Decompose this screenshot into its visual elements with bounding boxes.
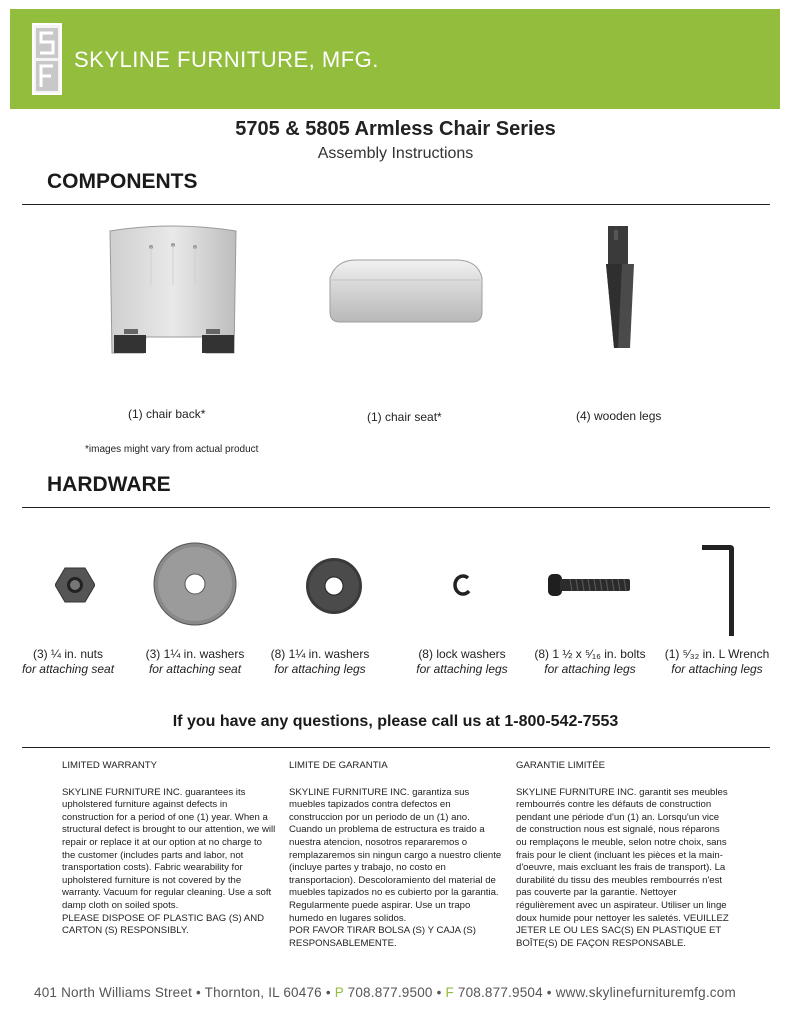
footer-phone: 708.877.9500 — [347, 985, 433, 1000]
nut-icon — [55, 567, 95, 608]
washer-icon — [304, 556, 364, 621]
components-heading: COMPONENTS — [47, 170, 198, 193]
bolt-icon — [546, 571, 632, 604]
warranty-body: SKYLINE FURNITURE INC. garantiza sus muebles tapizados contra defectos en construccion por un periodo de un (1) ano. Cuando un problema de estructura es traido a nuestra atencion, nosotros repararemos o remplazaremos sin ningun cargo a nuestro cliente (incluye partes y trabajo, no costo en transportacion). Descoloramiento del material de muebles tapizados no es cubierto por la garantia. Regularmente puede aspirar. Use un trapo humedo en lugares solidos. — [289, 786, 502, 924]
hardware-item-label: (8) 1 ½ x ⁵⁄₁₆ in. bolts — [534, 647, 646, 661]
footer-separator: • — [325, 985, 331, 1000]
hardware-item-nuts — [4, 647, 132, 677]
lock-washer-icon — [452, 573, 474, 602]
hardware-item-use: for attaching legs — [416, 662, 508, 676]
images-note: *images might vary from actual product — [85, 444, 259, 455]
logo — [32, 23, 62, 95]
brand-name: SKYLINE FURNITURE, MFG. — [74, 47, 379, 72]
hardware-heading: HARDWARE — [47, 473, 171, 496]
hardware-item-use: for attaching legs — [544, 662, 636, 676]
warranty-french — [516, 760, 732, 950]
components-divider — [22, 204, 770, 205]
warranty-heading: LIMITED WARRANTY — [62, 760, 158, 771]
hardware-item-large-washers — [131, 647, 259, 677]
hardware-item-lock-washers — [398, 647, 526, 677]
chair-seat-image — [326, 256, 486, 331]
warranty-english — [62, 760, 276, 938]
footer-city: Thornton, IL 60476 — [204, 985, 322, 1000]
footer-contact — [34, 985, 736, 1000]
header-banner — [10, 9, 780, 109]
warranty-body: SKYLINE FURNITURE INC. garantit ses meubles rembourrés contre les défauts de construction pendant une période d'un (1) an. Lorsqu'un vice de construction nous est signalé, nous réparons ou remplaçons le meuble, selon notre choix, sans frais pour le client (incluant les pièces et la main-d'oeuvre, mais excluant les frais de transport). La durabilité du tissu des meubles rembourrés n'est pas couverte par la garantie. Nettoyer régulièrement avec un aspirateur. Utiliser un linge doux humide pour nettoyer les saletés. VEUILLEZ JETER LE OU LES SAC(S) EN PLASTIQUE ET BOÎTE(S) DE FAÇON RESPONSABLE. — [516, 786, 729, 949]
footer-separator: • — [196, 985, 201, 1000]
hardware-item-washers — [256, 647, 384, 677]
hardware-item-use: for attaching seat — [148, 662, 242, 676]
warranty-divider — [22, 747, 770, 748]
footer-address: 401 North Williams Street — [34, 985, 193, 1000]
warranty-notice: POR FAVOR TIRAR BOLSA (S) Y CAJA (S) RESPONSABLEMENTE. — [289, 925, 476, 949]
warranty-spanish — [289, 760, 503, 950]
footer-fax-letter: F — [445, 985, 454, 1000]
wooden-leg-image — [600, 224, 640, 357]
hardware-item-label: (3) 1¼ in. washers — [145, 647, 245, 661]
questions-phone: If you have any questions, please call us at 1-800-542-7553 — [172, 713, 619, 730]
chair-back-label: (1) chair back* — [128, 407, 206, 421]
page-subtitle: Assembly Instructions — [317, 145, 474, 162]
chair-back-image — [106, 225, 240, 362]
large-washer-icon — [152, 541, 238, 632]
warranty-heading: LIMITE DE GARANTIA — [289, 760, 388, 771]
footer-website[interactable]: www.skylinefurnituremfg.com — [555, 985, 736, 1000]
sf-logo-icon — [34, 25, 60, 93]
warranty-body: SKYLINE FURNITURE INC. guarantees its upholstered furniture against defects in construction for a period of one (1) year. When a structural defect is brought to our attention, we will repair or replace it at our option at no charge to the customer (includes parts and labor, not transportation costs). Fabric wearability for upholstered furniture is not covered by the warranty. Vacuum for regular cleaning. Use a soft damp cloth on soiled spots. — [62, 786, 276, 911]
hardware-item-use: for attaching legs — [671, 662, 763, 676]
wooden-legs-label: (4) wooden legs — [576, 409, 662, 423]
hardware-item-l-wrench — [653, 647, 781, 677]
chair-seat-label: (1) chair seat* — [367, 410, 442, 424]
warranty-notice: PLEASE DISPOSE OF PLASTIC BAG (S) AND CARTON (S) RESPONSIBLY. — [62, 912, 265, 937]
hardware-item-bolts — [526, 647, 654, 677]
warranty-heading: GARANTIE LIMITÉE — [516, 760, 606, 771]
hardware-item-label: (8) lock washers — [418, 647, 506, 661]
hardware-item-label: (1) ⁵⁄₃₂ in. L Wrench — [664, 647, 770, 661]
footer-separator: • — [546, 985, 552, 1000]
page-title: 5705 & 5805 Armless Chair Series — [235, 118, 556, 140]
l-wrench-icon — [700, 542, 738, 643]
hardware-item-use: for attaching seat — [21, 662, 115, 676]
hardware-item-use: for attaching legs — [274, 662, 366, 676]
hardware-item-label: (3) ¼ in. nuts — [32, 647, 104, 661]
footer-separator: • — [436, 985, 442, 1000]
footer-fax: 708.877.9504 — [457, 985, 543, 1000]
hardware-item-label: (8) 1¼ in. washers — [270, 647, 370, 661]
hardware-divider — [22, 507, 770, 508]
footer-phone-letter: P — [334, 985, 344, 1000]
